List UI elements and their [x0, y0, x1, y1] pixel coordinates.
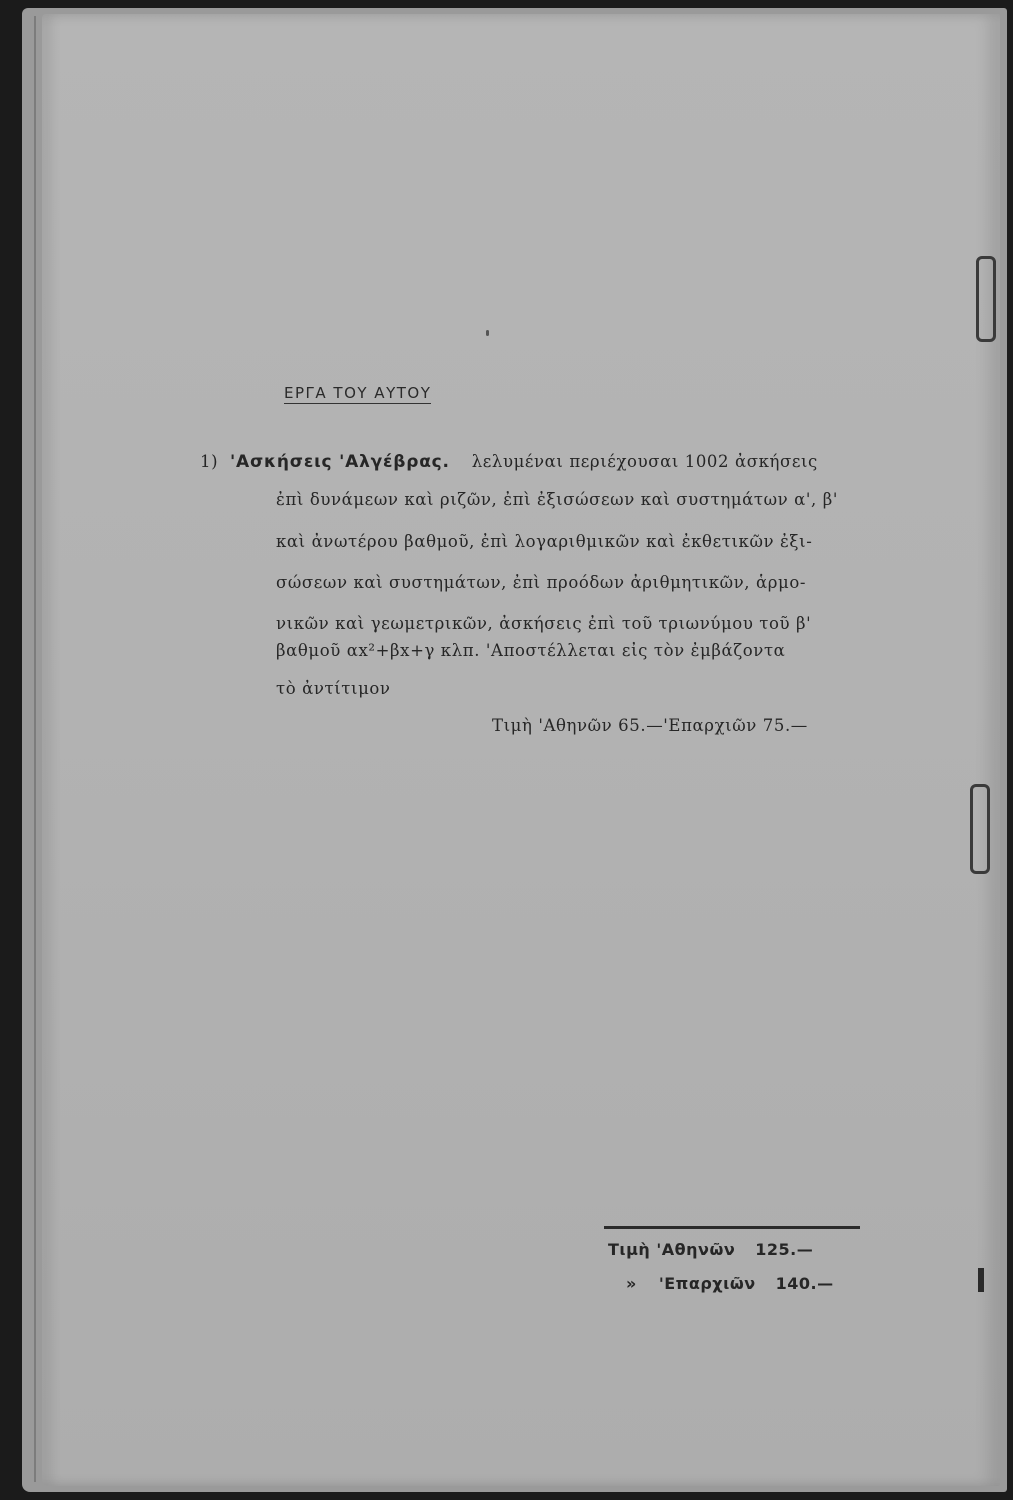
entry-line: σώσεων καὶ συστημάτων, ἐπὶ προόδων ἀριθμητικῶν, ἁρμο-	[276, 573, 807, 592]
entry-number: 1)	[200, 452, 219, 471]
spine-line	[34, 16, 36, 1482]
price-provinces-label: 'Επαρχιῶν	[658, 1274, 756, 1293]
staple	[970, 784, 990, 874]
entry-first-line-rest: λελυμέναι περιέχουσαι 1002 ἀσκήσεις	[471, 452, 818, 471]
price-provinces-value: 140.—	[775, 1274, 834, 1293]
works-heading: ΕΡΓΑ ΤΟΥ ΑΥΤΟΥ	[284, 384, 432, 402]
price-provinces	[626, 1274, 834, 1293]
entry-line: ἐπὶ δυνάμεων καὶ ριζῶν, ἐπὶ ἐξισώσεων καὶ συστημάτων α', β'	[276, 490, 838, 509]
edge-mark	[978, 1268, 984, 1292]
entry-line: νικῶν καὶ γεωμετρικῶν, ἀσκήσεις ἐπὶ τοῦ τριωνύμου τοῦ β'	[276, 614, 812, 633]
price-athens-label: Τιμὴ 'Αθηνῶν	[608, 1240, 736, 1259]
ditto-mark: »	[626, 1274, 637, 1293]
page-surface	[42, 14, 1000, 1486]
price-athens-value: 125.—	[755, 1240, 814, 1259]
entry-line: τὸ ἀντίτιμον	[276, 679, 391, 698]
price-athens	[608, 1240, 813, 1259]
staple	[976, 256, 996, 342]
price-rule	[604, 1226, 860, 1229]
entry-title: 'Ασκήσεις 'Αλγέβρας.	[230, 452, 450, 472]
entry-first-line	[200, 452, 818, 472]
paper-speck	[486, 330, 489, 336]
entry-line: βαθμοῦ αx²+βx+γ κλπ. 'Αποστέλλεται εἰς τὸν ἐμβάζοντα	[276, 641, 786, 660]
entry-line: καὶ ἀνωτέρου βαθμοῦ, ἐπὶ λογαριθμικῶν καὶ ἐκθετικῶν ἐξι-	[276, 532, 813, 551]
entry-price: Τιμὴ 'Αθηνῶν 65.—'Επαρχιῶν 75.—	[492, 716, 808, 735]
